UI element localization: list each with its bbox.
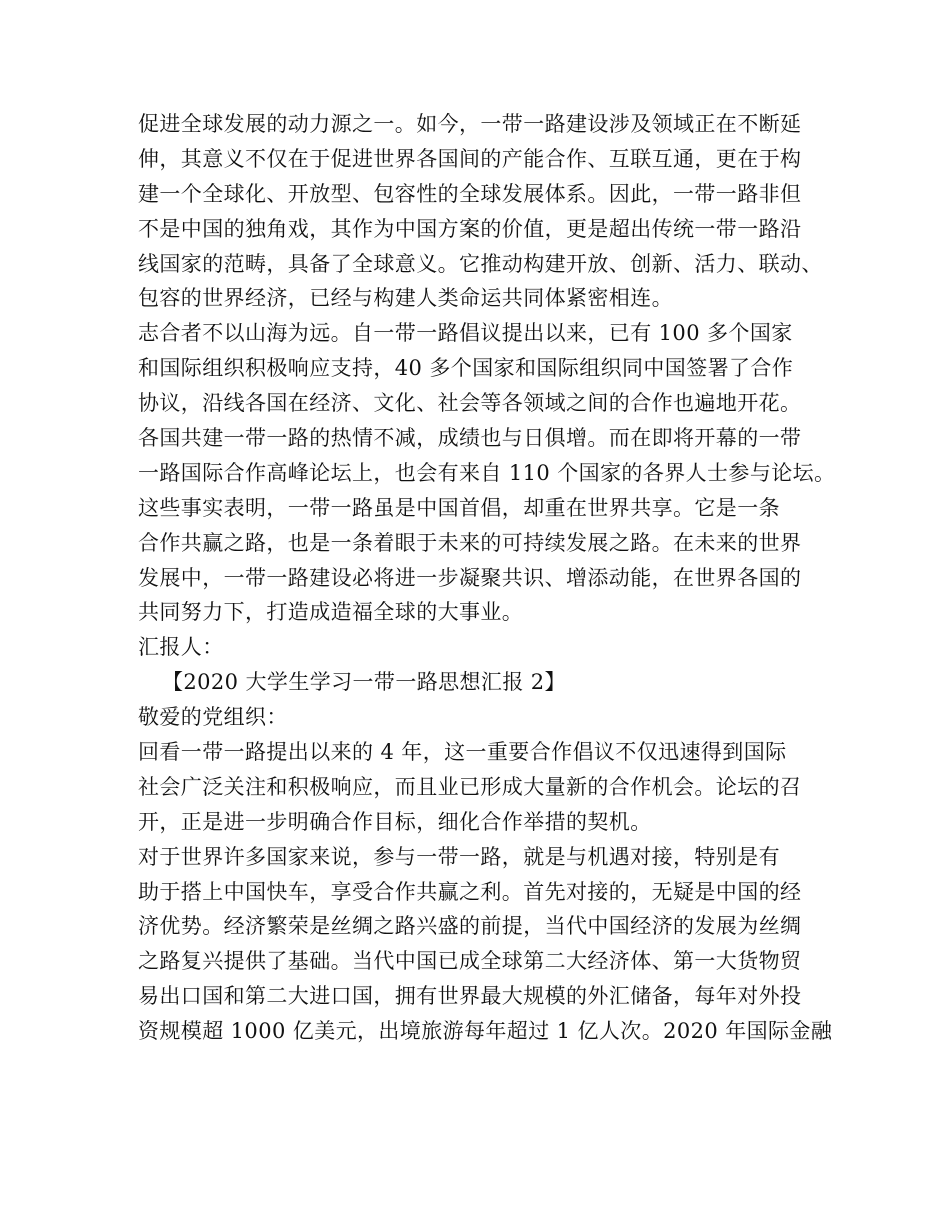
section-heading: 【2020 大学生学习一带一路思想汇报 2】 — [162, 670, 566, 695]
salutation: 敬爱的党组织： — [138, 705, 288, 730]
body-text-line: 包容的世界经济，已经与构建人类命运共同体紧密相连。 — [138, 286, 673, 311]
body-text-line: 资规模超 1000 亿美元，出境旅游每年超过 1 亿人次。2020 年国际金融 — [138, 1019, 833, 1044]
body-text-line: 志合者不以山海为远。自一带一路倡议提出以来，已有 100 多个国家 — [138, 321, 793, 346]
document-body — [138, 107, 836, 1049]
body-text-line: 协议，沿线各国在经济、文化、社会等各领域之间的合作也遍地开花。 — [138, 391, 802, 416]
body-text-line: 这些事实表明，一带一路虽是中国首倡，却重在世界共享。它是一条 — [138, 495, 780, 520]
body-text-line: 一路国际合作高峰论坛上，也会有来自 110 个国家的各界人士参与论坛。 — [138, 460, 836, 485]
body-text-line: 线国家的范畴，具备了全球意义。它推动构建开放、创新、活力、联动、 — [138, 251, 823, 276]
body-text-line: 对于世界许多国家来说，参与一带一路，就是与机遇对接，特别是有 — [138, 844, 780, 869]
body-text-line: 开，正是进一步明确合作目标，细化合作举措的契机。 — [138, 809, 652, 834]
body-text-line: 促进全球发展的动力源之一。如今，一带一路建设涉及领域正在不断延 — [138, 112, 802, 136]
body-text-line: 共同努力下，打造成造福全球的大事业。 — [138, 600, 524, 625]
body-text-line: 不是中国的独角戏，其作为中国方案的价值，更是超出传统一带一路沿 — [138, 216, 802, 241]
body-text-line: 助于搭上中国快车，享受合作共赢之利。首先对接的，无疑是中国的经 — [138, 879, 802, 904]
body-text-line: 各国共建一带一路的热情不减，成绩也与日俱增。而在即将开幕的一带 — [138, 426, 802, 451]
body-text-line: 回看一带一路提出以来的 4 年，这一重要合作倡议不仅迅速得到国际 — [138, 740, 787, 765]
body-text-line: 伸，其意义不仅在于促进世界各国间的产能合作、互联互通，更在于构 — [138, 146, 802, 171]
body-text-line: 和国际组织积极响应支持，40 多个国家和国际组织同中国签署了合作 — [138, 356, 794, 381]
reporter-label: 汇报人： — [138, 635, 224, 660]
body-text-line: 之路复兴提供了基础。当代中国已成全球第二大经济体、第一大货物贸 — [138, 949, 802, 974]
body-text-line: 易出口国和第二大进口国，拥有世界最大规模的外汇储备，每年对外投 — [138, 984, 802, 1009]
body-text-line: 济优势。经济繁荣是丝绸之路兴盛的前提，当代中国经济的发展为丝绸 — [138, 914, 802, 939]
body-text-line: 社会广泛关注和积极响应，而且业已形成大量新的合作机会。论坛的召 — [138, 774, 802, 799]
body-text-line: 合作共赢之路，也是一条着眼于未来的可持续发展之路。在未来的世界 — [138, 530, 802, 555]
body-text-line: 发展中，一带一路建设必将进一步凝聚共识、增添动能，在世界各国的 — [138, 565, 802, 590]
body-text-line: 建一个全球化、开放型、包容性的全球发展体系。因此，一带一路非但 — [138, 181, 802, 206]
